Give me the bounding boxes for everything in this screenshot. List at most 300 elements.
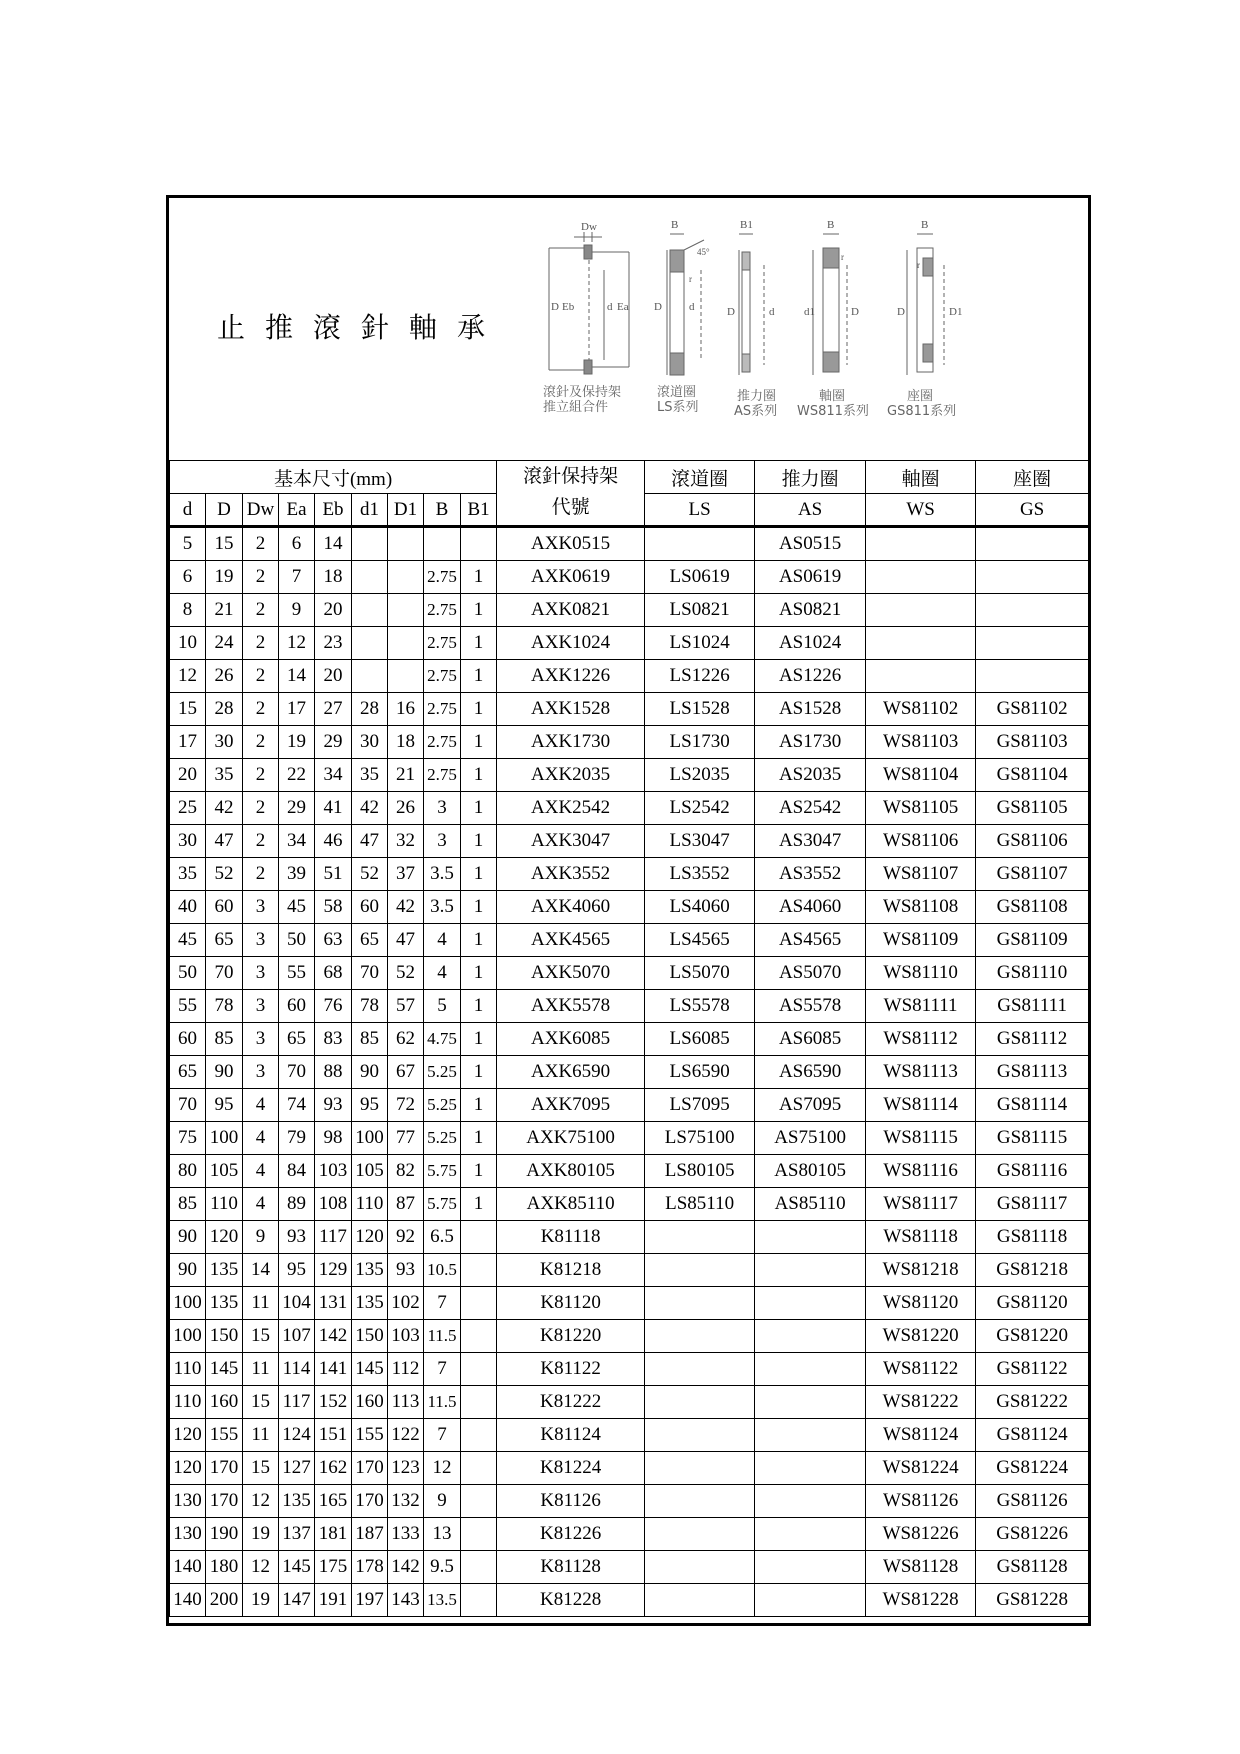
cell-D1: 112: [388, 1353, 424, 1386]
cell-d: 140: [170, 1584, 206, 1617]
cell-D1: 37: [388, 858, 424, 891]
cell-gs-code: GS81104: [976, 759, 1089, 792]
cell-Eb: 46: [315, 825, 352, 858]
cell-Dw: 2: [243, 858, 279, 891]
cell-d1: 197: [352, 1584, 388, 1617]
cell-ls-code: LS4060: [645, 891, 755, 924]
cell-gs-code: GS81107: [976, 858, 1089, 891]
cell-as-code: [755, 1320, 866, 1353]
cell-D1: 67: [388, 1056, 424, 1089]
cell-Eb: 175: [315, 1551, 352, 1584]
page-title: 止推滾針軸承: [217, 311, 506, 344]
ws-header-bottom: WS: [866, 494, 976, 527]
cell-ws-code: WS81104: [866, 759, 976, 792]
svg-text:D: D: [897, 306, 905, 318]
col-Eb: Eb: [315, 494, 352, 527]
svg-text:Ea: Ea: [617, 301, 629, 313]
cell-Ea: 84: [279, 1155, 315, 1188]
cell-ls-code: LS0821: [645, 594, 755, 627]
cell-ls-code: LS75100: [645, 1122, 755, 1155]
cell-gs-code: GS81126: [976, 1485, 1089, 1518]
cell-Ea: 117: [279, 1386, 315, 1419]
cell-Dw: 2: [243, 759, 279, 792]
svg-text:d: d: [607, 301, 613, 313]
table-row: [170, 1452, 1089, 1485]
cell-B: 2.75: [424, 726, 461, 759]
cell-D1: 62: [388, 1023, 424, 1056]
table-row: [170, 1023, 1089, 1056]
cell-gs-code: [976, 527, 1089, 561]
cell-Dw: 3: [243, 891, 279, 924]
cell-D1: [388, 527, 424, 561]
cell-as-code: AS75100: [755, 1122, 866, 1155]
cell-Ea: 74: [279, 1089, 315, 1122]
cell-D1: 82: [388, 1155, 424, 1188]
cell-Dw: 15: [243, 1452, 279, 1485]
cell-D: 160: [206, 1386, 243, 1419]
cell-d: 70: [170, 1089, 206, 1122]
cell-D: 52: [206, 858, 243, 891]
diagram-captions: [543, 384, 956, 419]
cell-B1: 1: [461, 858, 497, 891]
cell-Ea: 93: [279, 1221, 315, 1254]
svg-text:D: D: [851, 306, 859, 318]
cell-ls-code: LS3552: [645, 858, 755, 891]
cell-d1: 105: [352, 1155, 388, 1188]
cell-d1: 47: [352, 825, 388, 858]
cell-Ea: 114: [279, 1353, 315, 1386]
cell-d1: 160: [352, 1386, 388, 1419]
cell-B1: [461, 1254, 497, 1287]
cell-D: 70: [206, 957, 243, 990]
cell-B1: [461, 1320, 497, 1353]
cell-as-code: AS1226: [755, 660, 866, 693]
cell-d1: [352, 594, 388, 627]
table-row: [170, 924, 1089, 957]
cell-gs-code: GS81109: [976, 924, 1089, 957]
cell-Ea: 70: [279, 1056, 315, 1089]
cell-cage-code: AXK6085: [497, 1023, 645, 1056]
cell-B: 13.5: [424, 1584, 461, 1617]
cell-cage-code: AXK6590: [497, 1056, 645, 1089]
cell-B1: 1: [461, 825, 497, 858]
cell-cage-code: K81118: [497, 1221, 645, 1254]
cell-Ea: 50: [279, 924, 315, 957]
cell-cage-code: AXK0619: [497, 561, 645, 594]
cell-D: 95: [206, 1089, 243, 1122]
svg-text:r: r: [689, 274, 692, 284]
cell-Dw: 19: [243, 1518, 279, 1551]
cell-D1: 57: [388, 990, 424, 1023]
cell-B1: [461, 1584, 497, 1617]
cell-as-code: [755, 1353, 866, 1386]
basic-dimensions-header: 基本尺寸(mm): [170, 461, 497, 494]
cell-Ea: 22: [279, 759, 315, 792]
cell-B1: 1: [461, 759, 497, 792]
cell-gs-code: [976, 594, 1089, 627]
table-row: [170, 759, 1089, 792]
cell-Ea: 45: [279, 891, 315, 924]
table-row: [170, 594, 1089, 627]
cell-B: 4: [424, 957, 461, 990]
cell-d1: 85: [352, 1023, 388, 1056]
cell-Eb: 117: [315, 1221, 352, 1254]
diagram-labels: [551, 219, 962, 318]
cell-Ea: 19: [279, 726, 315, 759]
cell-d1: 95: [352, 1089, 388, 1122]
cell-cage-code: AXK4060: [497, 891, 645, 924]
cell-cage-code: AXK1226: [497, 660, 645, 693]
table-row: [170, 1419, 1089, 1452]
table-row: [170, 957, 1089, 990]
cell-B: 6.5: [424, 1221, 461, 1254]
cell-D: 15: [206, 527, 243, 561]
cell-Dw: 2: [243, 561, 279, 594]
table-body: [170, 527, 1089, 1617]
table-row: [170, 1551, 1089, 1584]
cell-d1: 170: [352, 1452, 388, 1485]
cell-D1: 87: [388, 1188, 424, 1221]
cell-gs-code: GS81113: [976, 1056, 1089, 1089]
cell-d: 6: [170, 561, 206, 594]
table-row: [170, 792, 1089, 825]
cell-D1: 113: [388, 1386, 424, 1419]
cell-ws-code: WS81110: [866, 957, 976, 990]
cell-as-code: AS2542: [755, 792, 866, 825]
cell-B: 2.75: [424, 759, 461, 792]
cell-ls-code: LS2542: [645, 792, 755, 825]
cell-Ea: 7: [279, 561, 315, 594]
cell-ws-code: WS81113: [866, 1056, 976, 1089]
cell-D: 65: [206, 924, 243, 957]
cell-B: 7: [424, 1287, 461, 1320]
cell-D: 135: [206, 1287, 243, 1320]
cell-B1: [461, 1221, 497, 1254]
cell-D1: 42: [388, 891, 424, 924]
cell-as-code: [755, 1419, 866, 1452]
cell-Dw: 2: [243, 693, 279, 726]
cell-ws-code: [866, 660, 976, 693]
cell-B1: [461, 527, 497, 561]
svg-text:r: r: [841, 252, 844, 262]
cell-D: 28: [206, 693, 243, 726]
cell-d: 120: [170, 1419, 206, 1452]
cell-Ea: 124: [279, 1419, 315, 1452]
cell-as-code: AS1024: [755, 627, 866, 660]
cell-ws-code: WS81111: [866, 990, 976, 1023]
cell-Ea: 137: [279, 1518, 315, 1551]
cell-gs-code: GS81114: [976, 1089, 1089, 1122]
cell-D: 105: [206, 1155, 243, 1188]
cell-gs-code: GS81118: [976, 1221, 1089, 1254]
cell-Ea: 147: [279, 1584, 315, 1617]
cell-D: 150: [206, 1320, 243, 1353]
svg-text:D: D: [727, 306, 735, 318]
cell-D: 170: [206, 1485, 243, 1518]
cell-gs-code: GS81110: [976, 957, 1089, 990]
cell-Dw: 3: [243, 1056, 279, 1089]
cell-ws-code: WS81122: [866, 1353, 976, 1386]
svg-text:B: B: [671, 219, 679, 231]
cell-d1: [352, 561, 388, 594]
cell-ws-code: [866, 561, 976, 594]
svg-text:座圈: 座圈: [907, 389, 934, 404]
cell-B: 7: [424, 1353, 461, 1386]
cell-B1: [461, 1551, 497, 1584]
cell-D: 78: [206, 990, 243, 1023]
cell-gs-code: GS81112: [976, 1023, 1089, 1056]
cell-Dw: 11: [243, 1353, 279, 1386]
svg-text:d: d: [689, 301, 695, 313]
cell-B1: 1: [461, 693, 497, 726]
cell-d1: 170: [352, 1485, 388, 1518]
cell-B1: 1: [461, 561, 497, 594]
table-row: [170, 527, 1089, 561]
cell-cage-code: AXK3047: [497, 825, 645, 858]
cell-gs-code: GS81108: [976, 891, 1089, 924]
svg-text:AS系列: AS系列: [734, 404, 778, 419]
col-Dw: Dw: [243, 494, 279, 527]
cell-Dw: 2: [243, 660, 279, 693]
cell-Dw: 2: [243, 792, 279, 825]
cell-ws-code: WS81228: [866, 1584, 976, 1617]
table-row: [170, 561, 1089, 594]
cell-cage-code: K81122: [497, 1353, 645, 1386]
cell-Eb: 83: [315, 1023, 352, 1056]
cell-Dw: 2: [243, 825, 279, 858]
cell-D1: [388, 627, 424, 660]
cell-ls-code: LS80105: [645, 1155, 755, 1188]
cell-B: [424, 527, 461, 561]
table-row: [170, 1518, 1089, 1551]
cell-B: 2.75: [424, 594, 461, 627]
ls-header-bottom: LS: [645, 494, 755, 527]
cell-as-code: AS1730: [755, 726, 866, 759]
cell-Eb: 34: [315, 759, 352, 792]
cell-cage-code: K81120: [497, 1287, 645, 1320]
cell-Ea: 39: [279, 858, 315, 891]
cell-d: 12: [170, 660, 206, 693]
cell-D: 110: [206, 1188, 243, 1221]
cell-cage-code: K81226: [497, 1518, 645, 1551]
table-row: [170, 1584, 1089, 1617]
ws-header-top: 軸圈: [866, 461, 976, 494]
cell-B: 5.75: [424, 1155, 461, 1188]
cell-Dw: 4: [243, 1155, 279, 1188]
cell-as-code: [755, 1518, 866, 1551]
cell-Eb: 152: [315, 1386, 352, 1419]
cell-cage-code: AXK1528: [497, 693, 645, 726]
cell-D1: [388, 594, 424, 627]
cell-as-code: AS4565: [755, 924, 866, 957]
cell-cage-code: K81222: [497, 1386, 645, 1419]
cell-B1: 1: [461, 726, 497, 759]
cell-gs-code: GS81120: [976, 1287, 1089, 1320]
cell-d: 20: [170, 759, 206, 792]
cell-ws-code: [866, 627, 976, 660]
table-row: [170, 1485, 1089, 1518]
cell-ws-code: WS81106: [866, 825, 976, 858]
cell-B: 5.25: [424, 1122, 461, 1155]
cell-Dw: 2: [243, 726, 279, 759]
cell-Ea: 12: [279, 627, 315, 660]
spec-table: [169, 460, 1089, 1617]
cell-ls-code: [645, 527, 755, 561]
cell-as-code: AS6590: [755, 1056, 866, 1089]
cell-Ea: 6: [279, 527, 315, 561]
cell-ws-code: WS81103: [866, 726, 976, 759]
cell-B1: [461, 1518, 497, 1551]
cell-d1: 35: [352, 759, 388, 792]
cell-cage-code: K81218: [497, 1254, 645, 1287]
svg-text:45°: 45°: [697, 247, 710, 257]
col-D: D: [206, 494, 243, 527]
cell-as-code: AS4060: [755, 891, 866, 924]
cell-d1: 150: [352, 1320, 388, 1353]
cell-d1: 78: [352, 990, 388, 1023]
cell-B1: [461, 1386, 497, 1419]
cell-d: 120: [170, 1452, 206, 1485]
cell-Eb: 191: [315, 1584, 352, 1617]
col-d: d: [170, 494, 206, 527]
cell-D: 35: [206, 759, 243, 792]
cell-as-code: [755, 1254, 866, 1287]
cell-Eb: 165: [315, 1485, 352, 1518]
cell-d1: [352, 527, 388, 561]
cell-ws-code: WS81128: [866, 1551, 976, 1584]
cell-Eb: 162: [315, 1452, 352, 1485]
cell-D: 26: [206, 660, 243, 693]
cell-B: 3.5: [424, 858, 461, 891]
cell-cage-code: K81124: [497, 1419, 645, 1452]
cell-B1: 1: [461, 1188, 497, 1221]
cell-Dw: 15: [243, 1320, 279, 1353]
cell-ls-code: LS3047: [645, 825, 755, 858]
cell-ls-code: LS7095: [645, 1089, 755, 1122]
cell-cage-code: AXK0821: [497, 594, 645, 627]
table-row: [170, 1122, 1089, 1155]
cell-gs-code: [976, 561, 1089, 594]
cell-Ea: 89: [279, 1188, 315, 1221]
svg-text:B: B: [921, 219, 929, 231]
cell-ws-code: WS81116: [866, 1155, 976, 1188]
svg-text:r: r: [917, 260, 920, 270]
cell-Ea: 104: [279, 1287, 315, 1320]
cell-B: 7: [424, 1419, 461, 1452]
cell-as-code: AS1528: [755, 693, 866, 726]
cell-ws-code: WS81226: [866, 1518, 976, 1551]
col-d1: d1: [352, 494, 388, 527]
cell-as-code: [755, 1287, 866, 1320]
cell-gs-code: [976, 627, 1089, 660]
cell-Ea: 135: [279, 1485, 315, 1518]
cell-B: 9: [424, 1485, 461, 1518]
cell-d: 100: [170, 1320, 206, 1353]
svg-text:軸圈: 軸圈: [819, 389, 846, 404]
cell-d: 110: [170, 1353, 206, 1386]
cell-Dw: 12: [243, 1551, 279, 1584]
cell-Eb: 142: [315, 1320, 352, 1353]
table-row: [170, 627, 1089, 660]
cell-ls-code: [645, 1221, 755, 1254]
cell-d1: 120: [352, 1221, 388, 1254]
cell-Eb: 23: [315, 627, 352, 660]
cell-B1: 1: [461, 1122, 497, 1155]
table-row: [170, 825, 1089, 858]
cell-d1: 135: [352, 1287, 388, 1320]
cell-as-code: AS85110: [755, 1188, 866, 1221]
cell-ws-code: WS81107: [866, 858, 976, 891]
cell-B1: 1: [461, 627, 497, 660]
cell-B1: 1: [461, 660, 497, 693]
cell-d1: [352, 627, 388, 660]
cell-B1: 1: [461, 1155, 497, 1188]
gs-header-top: 座圈: [976, 461, 1089, 494]
cell-Eb: 41: [315, 792, 352, 825]
cell-d: 35: [170, 858, 206, 891]
cell-D: 19: [206, 561, 243, 594]
cell-Eb: 63: [315, 924, 352, 957]
cell-D1: 123: [388, 1452, 424, 1485]
cell-cage-code: AXK4565: [497, 924, 645, 957]
cell-cage-code: AXK1730: [497, 726, 645, 759]
cell-ls-code: LS5578: [645, 990, 755, 1023]
bearing-diagram: [529, 210, 1089, 458]
table-row: [170, 660, 1089, 693]
cell-d1: [352, 660, 388, 693]
cell-cage-code: AXK2035: [497, 759, 645, 792]
cell-as-code: AS5070: [755, 957, 866, 990]
cell-gs-code: GS81111: [976, 990, 1089, 1023]
cell-ls-code: [645, 1518, 755, 1551]
as-header-bottom: AS: [755, 494, 866, 527]
cell-B: 3: [424, 825, 461, 858]
cage-header-line2: 代號: [551, 497, 590, 518]
svg-text:d1: d1: [804, 306, 815, 318]
svg-text:LS系列: LS系列: [657, 400, 699, 415]
cell-D1: 16: [388, 693, 424, 726]
cell-d: 140: [170, 1551, 206, 1584]
cell-Eb: 76: [315, 990, 352, 1023]
svg-text:Dw: Dw: [581, 221, 597, 233]
cell-D: 200: [206, 1584, 243, 1617]
cell-as-code: AS3047: [755, 825, 866, 858]
as-header-top: 推力圈: [755, 461, 866, 494]
cell-B: 2.75: [424, 660, 461, 693]
cell-Eb: 108: [315, 1188, 352, 1221]
table-row: [170, 858, 1089, 891]
cell-Eb: 58: [315, 891, 352, 924]
cell-ls-code: [645, 1353, 755, 1386]
cell-d: 15: [170, 693, 206, 726]
cell-d1: 70: [352, 957, 388, 990]
cell-Dw: 15: [243, 1386, 279, 1419]
cell-d: 85: [170, 1188, 206, 1221]
svg-text:推立組合件: 推立組合件: [543, 400, 609, 415]
table-row: [170, 1320, 1089, 1353]
table-row: [170, 693, 1089, 726]
cell-D: 190: [206, 1518, 243, 1551]
cell-Eb: 29: [315, 726, 352, 759]
cell-D1: 18: [388, 726, 424, 759]
cell-ws-code: WS81218: [866, 1254, 976, 1287]
cell-ls-code: [645, 1485, 755, 1518]
cell-Dw: 4: [243, 1122, 279, 1155]
cell-d1: 155: [352, 1419, 388, 1452]
table-row: [170, 891, 1089, 924]
cell-Eb: 88: [315, 1056, 352, 1089]
cell-ls-code: [645, 1551, 755, 1584]
